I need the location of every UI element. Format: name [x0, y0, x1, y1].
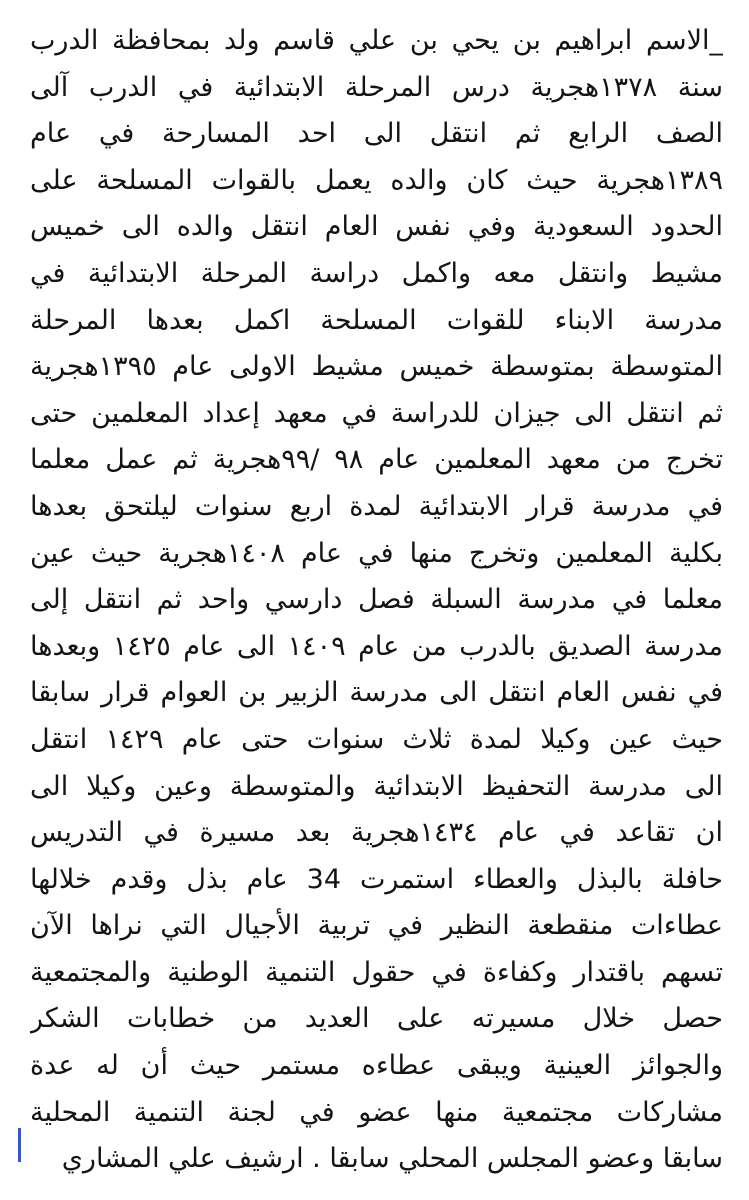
text-line: الحدود السعودية وفي نفس العام انتقل والده الى خميس	[30, 211, 723, 243]
text-cursor	[18, 1128, 21, 1162]
text-line: سابقا وعضو المجلس المحلي سابقا . ارشيف علي المشاري	[61, 1143, 723, 1175]
text-line: حيث عين وكيلا لمدة ثلاث سنوات حتى عام ١٤٢٩ انتقل	[30, 723, 723, 755]
text-line: الصف الرابع ثم انتقل الى احد المسارحة في عام	[30, 118, 723, 150]
text-body[interactable]	[30, 18, 723, 1183]
text-line: ان تقاعد في عام ١٤٣٤هجرية بعد مسيرة في التدريس	[30, 817, 723, 849]
text-line: في نفس العام انتقل الى مدرسة الزبير بن العوام قرار سابقا	[30, 677, 723, 709]
text-line: ١٣٨٩هجرية حيث كان والده يعمل بالقوات المسلحة على	[30, 164, 723, 196]
text-line: مدرسة الصديق بالدرب من عام ١٤٠٩ الى عام ١٤٢٥ وبعدها	[30, 630, 723, 662]
text-line: ثم انتقل الى جيزان للدراسة في معهد إعداد المعلمين حتى	[30, 397, 723, 429]
text-line: المتوسطة بمتوسطة خميس مشيط الاولى عام ١٣٩٥هجرية	[30, 351, 723, 383]
text-line: _الاسم ابراهيم بن يحي بن علي قاسم ولد بمحافظة الدرب	[30, 25, 723, 56]
text-line: في مدرسة قرار الابتدائية لمدة اربع سنوات ليلتحق بعدها	[30, 490, 723, 522]
text-line: حصل خلال مسيرته على العديد من خطابات الشكر	[30, 1003, 723, 1035]
text-line: والجوائز العينية ويبقى عطاءه مستمر حيث أن له عدة	[30, 1050, 723, 1082]
text-line: سنة ١٣٧٨هجرية درس المرحلة الابتدائية في الدرب آلى	[30, 71, 723, 103]
text-line: مدرسة الابناء للقوات المسلحة اكمل بعدها المرحلة	[30, 304, 723, 336]
text-line: تخرج من معهد المعلمين عام ٩٨ /٩٩هجرية ثم عمل معلما	[30, 444, 723, 476]
text-line: مشاركات مجتمعية منها عضو في لجنة التنمية المحلية	[30, 1096, 723, 1128]
text-line: معلما في مدرسة السبلة فصل دارسي واحد ثم انتقل إلى	[30, 584, 723, 616]
text-line: بكلية المعلمين وتخرج منها في عام ١٤٠٨هجرية حيث عين	[30, 537, 723, 569]
text-line: عطاءات منقطعة النظير في تربية الأجيال التي نراها الآن	[30, 910, 723, 942]
text-line: مشيط وانتقل معه واكمل دراسة المرحلة الابتدائية في	[30, 257, 723, 289]
text-line: الى مدرسة التحفيظ الابتدائية والمتوسطة وعين وكيلا الى	[30, 770, 723, 802]
text-line: تسهم باقتدار وكفاءة في حقول التنمية الوطنية والمجتمعية	[30, 956, 723, 988]
text-line: حافلة بالبذل والعطاء استمرت 34 عام بذل وقدم خلالها	[30, 863, 723, 895]
